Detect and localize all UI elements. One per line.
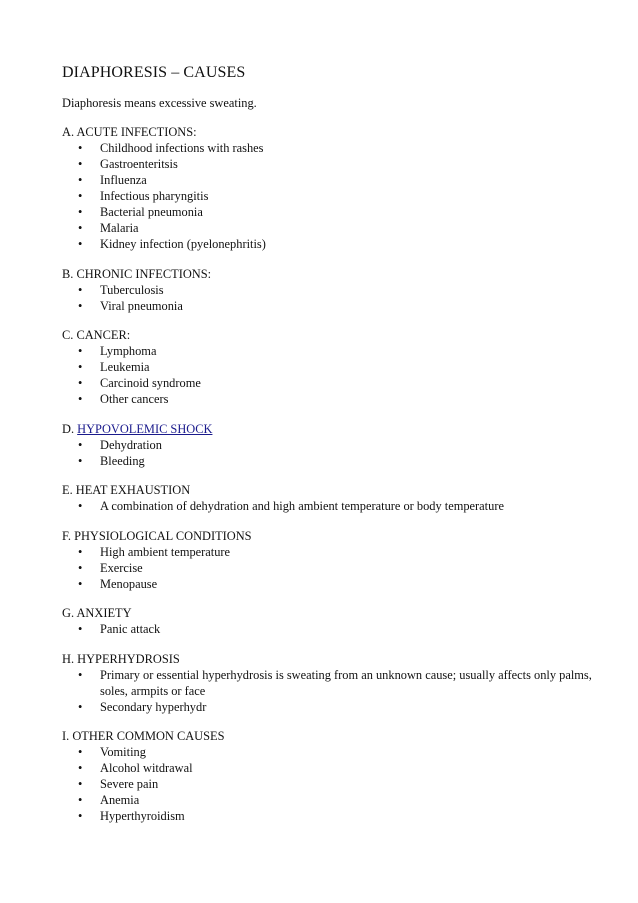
section-prefix: D.	[62, 421, 78, 436]
bullet-icon: •	[78, 745, 83, 759]
bullet-icon: •	[78, 499, 83, 513]
bullet-icon: •	[78, 699, 83, 714]
list-item	[62, 760, 602, 776]
list-item-text: Other cancers	[100, 392, 169, 406]
bullet-list	[62, 667, 602, 715]
list-item-text: Gastroenteritsis	[100, 157, 178, 171]
list-item-text: Anemia	[100, 793, 140, 807]
list-item-text: Vomiting	[100, 745, 146, 759]
list-item-text: Primary or essential hyperhydrosis is sweating from an unknown cause; usually affects only palms, soles, armpits or face	[100, 667, 592, 698]
bullet-icon: •	[78, 544, 83, 559]
section-5	[62, 482, 602, 514]
bullet-icon: •	[78, 298, 83, 313]
list-item	[62, 699, 602, 715]
bullet-icon: •	[78, 360, 83, 374]
bullet-list	[62, 498, 602, 514]
section-heading-link[interactable]: HYPOVOLEMIC SHOCK	[77, 421, 213, 436]
section-heading	[62, 728, 602, 744]
section-prefix: F.	[62, 528, 75, 543]
bullet-icon: •	[78, 221, 83, 235]
list-item	[62, 236, 602, 252]
bullet-list	[62, 343, 602, 407]
bullet-icon: •	[78, 237, 83, 251]
list-item-text: Secondary hyperhydr	[100, 699, 207, 714]
list-item	[62, 576, 602, 592]
bullet-icon: •	[78, 576, 83, 591]
section-heading	[62, 266, 602, 282]
list-item	[62, 188, 602, 204]
list-item-text: A combination of dehydration and high ambient temperature or body temperature	[100, 499, 504, 513]
bullet-icon: •	[78, 205, 83, 219]
section-heading-text: PHYSIOLOGICAL CONDITIONS	[74, 528, 252, 543]
bullet-list	[62, 437, 602, 469]
intro-text: Diaphoresis means excessive sweating.	[62, 96, 257, 110]
list-item-text: Exercise	[100, 560, 143, 575]
list-item	[62, 343, 602, 359]
bullet-icon: •	[78, 157, 83, 171]
list-item-text: Childhood infections with rashes	[100, 141, 264, 155]
list-item-text: Panic attack	[100, 622, 161, 636]
list-item	[62, 391, 602, 407]
bullet-icon: •	[78, 141, 83, 155]
list-item	[62, 667, 602, 699]
bullet-icon: •	[78, 761, 83, 775]
section-prefix: C.	[62, 328, 77, 342]
section-3	[62, 327, 602, 407]
section-prefix: G.	[62, 606, 77, 620]
section-prefix: H.	[62, 651, 78, 666]
bullet-icon: •	[78, 437, 83, 452]
bullet-list	[62, 282, 602, 314]
list-item-text: Kidney infection (pyelonephritis)	[100, 237, 266, 251]
list-item-text: Menopause	[100, 576, 158, 591]
bullet-icon: •	[78, 376, 83, 390]
section-heading	[62, 605, 602, 621]
bullet-icon: •	[78, 392, 83, 406]
bullet-icon: •	[78, 453, 83, 468]
section-heading	[62, 124, 602, 140]
section-heading-text: ACUTE INFECTIONS:	[76, 125, 197, 139]
section-heading	[62, 482, 602, 498]
list-item-text: Influenza	[100, 173, 147, 187]
section-prefix: E.	[62, 483, 76, 497]
section-2	[62, 266, 602, 314]
list-item	[62, 298, 602, 314]
bullet-icon: •	[78, 667, 83, 682]
section-8	[62, 651, 602, 715]
section-heading	[62, 528, 602, 544]
bullet-icon: •	[78, 282, 83, 297]
list-item	[62, 172, 602, 188]
section-heading-text: HEAT EXHAUSTION	[75, 483, 191, 497]
list-item	[62, 282, 602, 298]
bullet-icon: •	[78, 344, 83, 358]
list-item-text: Infectious pharyngitis	[100, 189, 209, 203]
list-item	[62, 437, 602, 453]
list-item	[62, 453, 602, 469]
bullet-icon: •	[78, 809, 83, 823]
section-prefix: A.	[62, 125, 77, 139]
bullet-icon: •	[78, 793, 83, 807]
list-item	[62, 498, 602, 514]
list-item	[62, 808, 602, 824]
section-heading-text: CANCER:	[76, 328, 131, 342]
bullet-icon: •	[78, 173, 83, 187]
list-item	[62, 359, 602, 375]
list-item-text: Bleeding	[100, 453, 145, 468]
list-item-text: Alcohol witdrawal	[100, 761, 193, 775]
page-title: DIAPHORESIS – CAUSES	[62, 64, 246, 81]
list-item	[62, 156, 602, 172]
list-item-text: Viral pneumonia	[100, 298, 183, 313]
list-item	[62, 544, 602, 560]
list-item	[62, 375, 602, 391]
list-item-text: Dehydration	[100, 437, 162, 452]
section-heading	[62, 651, 602, 667]
section-1	[62, 124, 602, 252]
section-heading-text: CHRONIC INFECTIONS:	[76, 266, 212, 281]
section-heading-text: ANXIETY	[76, 606, 132, 620]
list-item	[62, 560, 602, 576]
section-heading-text: HYPERHYDROSIS	[77, 651, 180, 666]
list-item-text: Leukemia	[100, 360, 150, 374]
bullet-icon: •	[78, 622, 83, 636]
section-6	[62, 528, 602, 592]
bullet-list	[62, 544, 602, 592]
section-heading-text: OTHER COMMON CAUSES	[72, 729, 225, 743]
list-item	[62, 792, 602, 808]
list-item-text: Severe pain	[100, 777, 159, 791]
bullet-icon: •	[78, 560, 83, 575]
list-item-text: Tuberculosis	[100, 282, 164, 297]
list-item	[62, 204, 602, 220]
list-item	[62, 140, 602, 156]
sections-container	[62, 124, 602, 824]
list-item-text: Bacterial pneumonia	[100, 205, 203, 219]
list-item-text: High ambient temperature	[100, 544, 231, 559]
section-9	[62, 728, 602, 824]
list-item-text: Hyperthyroidism	[100, 809, 185, 823]
section-prefix: I.	[62, 729, 73, 743]
list-item	[62, 220, 602, 236]
bullet-list	[62, 621, 602, 637]
bullet-list	[62, 140, 602, 252]
section-4	[62, 421, 602, 469]
list-item-text: Malaria	[100, 221, 139, 235]
list-item	[62, 621, 602, 637]
list-item	[62, 776, 602, 792]
list-item	[62, 744, 602, 760]
list-item-text: Lymphoma	[100, 344, 157, 358]
bullet-list	[62, 744, 602, 824]
section-heading	[62, 327, 602, 343]
section-heading	[62, 421, 602, 437]
section-7	[62, 605, 602, 637]
list-item-text: Carcinoid syndrome	[100, 376, 201, 390]
bullet-icon: •	[78, 777, 83, 791]
document-body	[62, 63, 602, 838]
section-prefix: B.	[62, 266, 77, 281]
bullet-icon: •	[78, 189, 83, 203]
